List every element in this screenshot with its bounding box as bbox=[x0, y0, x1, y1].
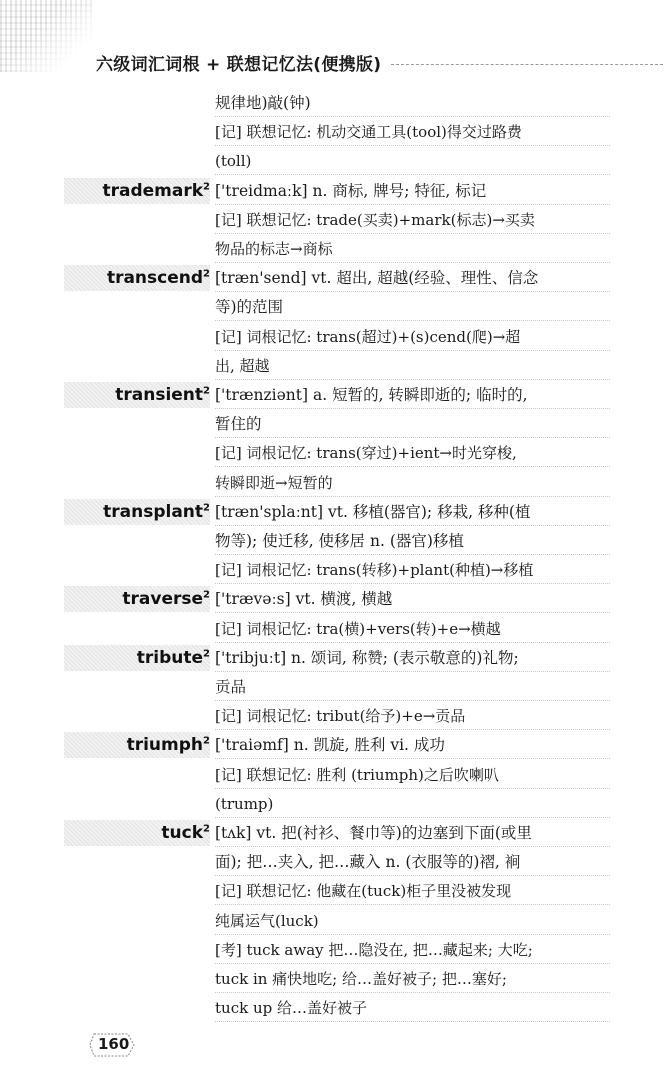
dotted-rule bbox=[215, 525, 610, 526]
dotted-rule bbox=[215, 174, 610, 175]
dotted-rule bbox=[215, 963, 610, 964]
continuation-line: 等)的范围 bbox=[215, 298, 284, 317]
headword bbox=[115, 384, 210, 406]
dotted-rule bbox=[215, 817, 610, 818]
continuation-line: 暂住的 bbox=[215, 415, 262, 434]
memory-note-line: tuck up 给…盖好被子 bbox=[215, 999, 367, 1018]
memory-note-line: 物品的标志→商标 bbox=[215, 240, 333, 258]
dotted-rule bbox=[215, 204, 610, 205]
headword-text: transplant bbox=[103, 501, 204, 522]
definition-line: ['trævəːs] vt. 横渡, 横越 bbox=[215, 590, 393, 609]
headword-text: transcend bbox=[106, 268, 204, 289]
definition-line: ['traiəmf] n. 凯旋, 胜利 vi. 成功 bbox=[215, 736, 445, 755]
headword-text: trademark bbox=[102, 180, 204, 201]
headword-level: 2 bbox=[203, 502, 210, 514]
dotted-rule bbox=[215, 350, 610, 351]
dotted-rule bbox=[215, 320, 610, 321]
memory-note-line: [记] 词根记忆: trans(转移)+plant(种植)→移植 bbox=[215, 561, 534, 580]
headword-level: 2 bbox=[203, 268, 210, 280]
dotted-rule bbox=[215, 729, 610, 730]
definition-line: [tʌk] vt. 把(衬衫、餐巾等)的边塞到下面(或里 bbox=[215, 824, 532, 842]
headword-level: 2 bbox=[203, 648, 210, 660]
dotted-rule bbox=[215, 904, 610, 905]
dotted-rule bbox=[215, 758, 610, 759]
headword-level: 2 bbox=[203, 735, 210, 747]
dotted-rule bbox=[215, 992, 610, 993]
headword-level: 2 bbox=[203, 823, 210, 835]
dotted-rule bbox=[215, 846, 610, 847]
definition-line: ['treidmaːk] n. 商标, 牌号; 特征, 标记 bbox=[215, 181, 487, 200]
definition-line: [træn'send] vt. 超出, 超越(经验、理性、信念 bbox=[215, 269, 539, 288]
dotted-rule bbox=[215, 1021, 610, 1022]
definition-line: [træn'splaːnt] vt. 移植(器官); 移栽, 移种(植 bbox=[215, 502, 531, 521]
header-rule bbox=[391, 64, 663, 65]
headword bbox=[161, 822, 210, 844]
dotted-rule bbox=[215, 554, 610, 555]
memory-note-line: [考] tuck away 把…隐没在, 把…藏起来; 大吃; bbox=[215, 940, 533, 959]
continuation-line: 面); 把…夹入, 把…藏入 n. (衣服等的)褶, 裥 bbox=[215, 853, 521, 872]
headword bbox=[127, 734, 210, 756]
dotted-rule bbox=[215, 116, 610, 117]
headword-text: tribute bbox=[136, 647, 204, 668]
memory-note-line: [记] 词根记忆: tribut(给予)+e→贡品 bbox=[215, 707, 466, 726]
dotted-rule bbox=[215, 642, 610, 643]
memory-note-line: [记] 联想记忆: 他藏在(tuck)柜子里没被发现 bbox=[215, 882, 512, 901]
definition-line: ['tribjuːt] n. 颂词, 称赞; (表示敬意的)礼物; bbox=[215, 648, 519, 667]
memory-note-line: (trump) bbox=[215, 794, 274, 813]
memory-note-line: 出, 超越 bbox=[215, 356, 270, 375]
dotted-rule bbox=[215, 262, 610, 263]
headword bbox=[102, 180, 210, 202]
memory-note-line: [记] 联想记忆: 机动交通工具(tool)得交过路费 bbox=[215, 123, 522, 142]
headword-text: traverse bbox=[122, 589, 204, 610]
headword-text: tuck bbox=[161, 823, 204, 843]
dotted-rule bbox=[215, 437, 610, 438]
headword bbox=[103, 501, 210, 523]
dotted-rule bbox=[215, 408, 610, 409]
dotted-rule bbox=[215, 379, 610, 380]
dotted-rule bbox=[215, 788, 610, 789]
dotted-rule bbox=[215, 233, 610, 234]
corner-pattern bbox=[0, 0, 92, 72]
headword-level: 2 bbox=[203, 589, 210, 601]
page-header bbox=[96, 50, 663, 74]
memory-note-line: 纯属运气(luck) bbox=[215, 911, 319, 930]
headword-text: transient bbox=[115, 385, 204, 405]
headword bbox=[122, 588, 210, 610]
dotted-rule bbox=[215, 291, 610, 292]
dotted-rule bbox=[215, 934, 610, 935]
headword-level: 2 bbox=[203, 385, 210, 397]
page-number-badge bbox=[88, 1032, 136, 1058]
headword-text: triumph bbox=[126, 735, 204, 756]
continuation-line: 贡品 bbox=[215, 678, 247, 696]
continuation-line: 物等); 使迁移, 使移居 n. (器官)移植 bbox=[215, 532, 464, 550]
continuation-line: 规律地)敲(钟) bbox=[215, 94, 311, 112]
memory-note-line: 转瞬即逝→短暂的 bbox=[215, 473, 333, 492]
dotted-rule bbox=[215, 671, 610, 672]
dotted-rule bbox=[215, 583, 610, 584]
dotted-rule bbox=[215, 612, 610, 613]
dotted-rule bbox=[215, 466, 610, 467]
header-title: 六级词汇词根 + 联想记忆法(便携版) bbox=[96, 54, 382, 75]
memory-note-line: (toll) bbox=[215, 152, 252, 171]
definition-line: ['trænziənt] a. 短暂的, 转瞬即逝的; 临时的, bbox=[215, 386, 528, 404]
memory-note-line: [记] 联想记忆: 胜利 (triumph)之后吹喇叭 bbox=[215, 765, 499, 784]
dotted-rule bbox=[215, 875, 610, 876]
memory-note-line: [记] 联想记忆: trade(买卖)+mark(标志)→买卖 bbox=[215, 210, 535, 229]
memory-note-line: [记] 词根记忆: trans(穿过)+ient→时光穿梭, bbox=[215, 444, 517, 463]
dotted-rule bbox=[215, 700, 610, 701]
headword-level: 2 bbox=[203, 180, 210, 192]
memory-note-line: tuck in 痛快地吃; 给…盖好被子; 把…塞好; bbox=[215, 970, 507, 988]
page-number: 160 bbox=[98, 1035, 130, 1053]
headword bbox=[107, 267, 210, 289]
dotted-rule bbox=[215, 145, 610, 146]
headword bbox=[137, 647, 210, 669]
memory-note-line: [记] 词根记忆: trans(超过)+(s)cend(爬)→超 bbox=[215, 327, 521, 346]
dotted-rule bbox=[215, 496, 610, 497]
memory-note-line: [记] 词根记忆: tra(横)+vers(转)+e→横越 bbox=[215, 619, 501, 638]
